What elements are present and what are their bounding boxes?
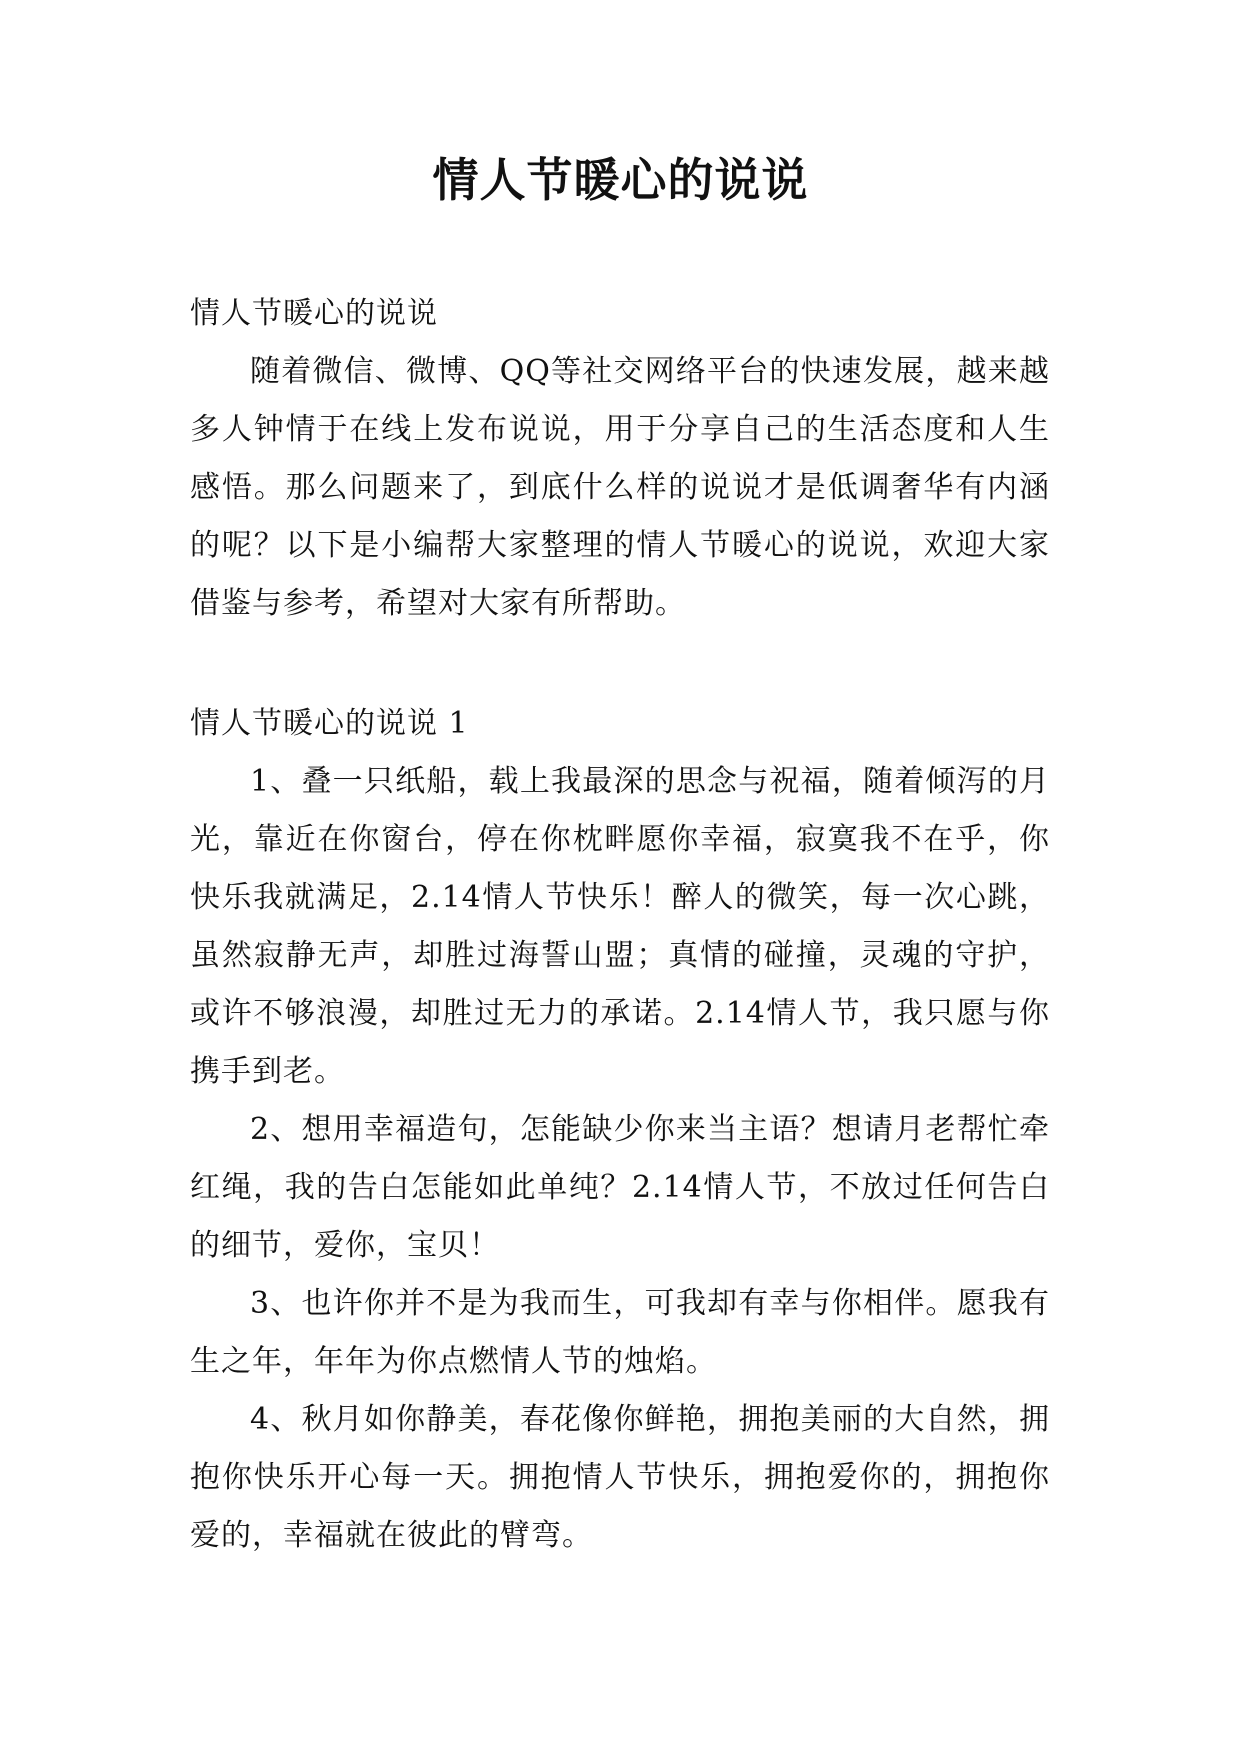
document-title: 情人节暖心的说说 <box>432 153 809 207</box>
list-item: 2、想用幸福造句，怎能缺少你来当主语？想请月老帮忙牵红绳，我的告白怎能如此单纯？2.14情人节，不放过任何告白的细节，爱你，宝贝！ <box>190 1112 1050 1263</box>
intro-paragraph-block <box>190 343 1050 633</box>
intro-paragraph: 随着微信、微博、QQ等社交网络平台的快速发展，越来越多人钟情于在线上发布说说，用于分享自己的生活态度和人生感悟。那么问题来了，到底什么样的说说才是低调奢华有内涵的呢？以下是小编帮大家整理的情人节暖心的说说，欢迎大家借鉴与参考，希望对大家有所帮助。 <box>190 354 1050 621</box>
list-item: 4、秋月如你静美，春花像你鲜艳，拥抱美丽的大自然，拥抱你快乐开心每一天。拥抱情人节快乐，拥抱爱你的，拥抱你爱的，幸福就在彼此的臂弯。 <box>190 1402 1050 1553</box>
section-body <box>190 753 1050 1565</box>
section-heading: 情人节暖心的说说 1 <box>190 706 469 741</box>
list-item: 1、叠一只纸船，载上我最深的思念与祝福，随着倾泻的月光，靠近在你窗台，停在你枕畔愿你幸福，寂寞我不在乎，你快乐我就满足，2.14情人节快乐！醉人的微笑，每一次心跳，虽然寂静无声，却胜过海誓山盟；真情的碰撞，灵魂的守护，或许不够浪漫，却胜过无力的承诺。2.14情人节，我只愿与你携手到老。 <box>190 764 1050 1089</box>
intro-heading: 情人节暖心的说说 <box>190 296 438 331</box>
list-item: 3、也许你并不是为我而生，可我却有幸与你相伴。愿我有生之年，年年为你点燃情人节的烛焰。 <box>190 1286 1050 1379</box>
